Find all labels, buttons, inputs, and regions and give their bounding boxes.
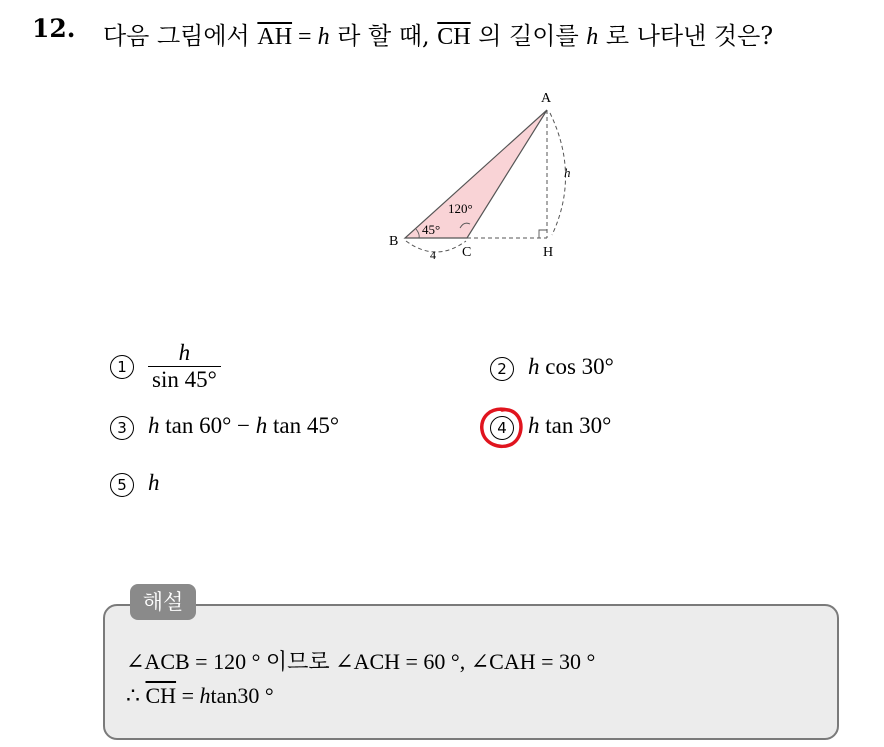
choice-2-var: h [528, 354, 540, 379]
choice-4-var: h [528, 413, 540, 438]
explanation-line-2 [126, 683, 274, 709]
variable-h-2: h [586, 24, 599, 50]
label-b: B [389, 234, 399, 249]
choice-3-expr1: tan 60° − [159, 413, 256, 438]
choice-4-number: 4 [490, 416, 514, 440]
choice-3-var2: h [255, 413, 268, 438]
question-number: 12. [32, 14, 76, 43]
answer-circle-mark-icon [478, 404, 526, 450]
explanation-therefore: ∴ [126, 683, 146, 708]
explanation-tab: 해설 [130, 584, 196, 620]
label-a: A [541, 91, 552, 106]
choice-4-expr: tan 30° [539, 413, 612, 438]
explanation-result: tan30 ° [210, 683, 274, 708]
choice-1-fraction [148, 340, 221, 393]
choice-3-expr2: tan 45° [267, 413, 340, 438]
right-angle-mark [539, 230, 547, 238]
choice-3-number: 3 [110, 416, 134, 440]
label-side-h: h [564, 165, 571, 180]
choice-5-number: 5 [110, 473, 134, 497]
choice-2-expr: cos 30° [539, 354, 614, 379]
choice-3[interactable] [110, 413, 339, 440]
choice-2[interactable] [490, 354, 614, 381]
label-angle-b: 45° [422, 222, 441, 237]
choice-2-number: 2 [490, 357, 514, 381]
brace-bc [406, 241, 466, 252]
choice-1-numerator: h [148, 340, 221, 367]
label-c: C [462, 245, 472, 260]
explanation-line-1: ∠ACB = 120 ° 이므로 ∠ACH = 60 °, ∠CAH = 30 ° [126, 649, 596, 674]
segment-ch: $\overline{CH}$ [437, 24, 471, 50]
choice-1[interactable] [110, 340, 221, 393]
question-text-4: 의 길이를 [470, 22, 587, 50]
explanation-equals: = [176, 683, 200, 708]
label-length-bc: 4 [430, 248, 436, 262]
segment-ah: $\overline{AH}$ [257, 24, 293, 50]
choice-3-var1: h [148, 413, 160, 438]
variable-h: h [317, 24, 330, 50]
question-text [103, 16, 773, 51]
choice-5-var: h [148, 470, 160, 495]
triangle-figure [380, 85, 590, 265]
question-text-2: = [292, 24, 318, 50]
triangle-abc [405, 110, 547, 238]
label-h: H [543, 245, 554, 260]
choice-1-denominator: sin 45° [152, 367, 217, 392]
question-text-1: 다음 그림에서 [103, 22, 258, 50]
choice-5[interactable] [110, 470, 160, 497]
explanation-var-h: h [199, 683, 211, 708]
question-text-5: 로 나타낸 것은? [598, 22, 774, 50]
choice-1-number: 1 [110, 355, 134, 379]
explanation-segment-ch: $\overline{CH}$ [145, 683, 177, 708]
question-text-3: 라 할 때, [329, 22, 438, 50]
label-angle-c: 120° [448, 201, 473, 216]
